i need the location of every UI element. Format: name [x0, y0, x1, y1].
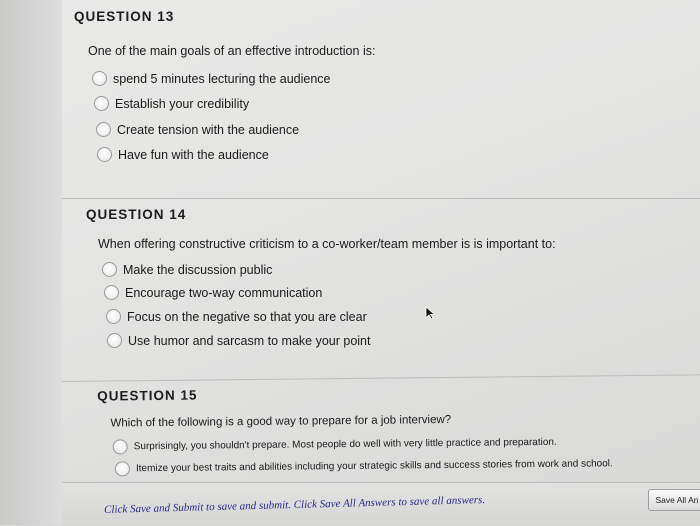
question-15-option-2[interactable] [115, 456, 613, 476]
question-15-text: Which of the following is a good way to prepare for a job interview? [110, 413, 452, 430]
option-label: Use humor and sarcasm to make your point [128, 333, 371, 348]
radio-button[interactable] [94, 96, 109, 111]
submit-footer [62, 482, 700, 526]
question-15-block [62, 374, 700, 484]
radio-button[interactable] [107, 333, 122, 348]
question-14-text: When offering constructive criticism to a co-worker/team member is is important to: [98, 237, 556, 251]
option-label: spend 5 minutes lecturing the audience [113, 71, 331, 86]
radio-button[interactable] [102, 262, 117, 277]
option-label: Encourage two-way communication [125, 285, 323, 300]
question-14-option-1[interactable] [102, 262, 272, 277]
question-13-option-1[interactable] [92, 71, 331, 86]
option-label: Surprisingly, you shouldn't prepare. Most people do well with very little practice and preparation. [133, 436, 557, 453]
question-15-title: QUESTION 15 [97, 387, 198, 404]
option-label: Create tension with the audience [117, 122, 300, 137]
radio-button[interactable] [104, 285, 119, 300]
radio-button[interactable] [97, 147, 112, 162]
question-14-option-4[interactable] [107, 333, 370, 348]
page-left-margin [0, 0, 62, 525]
mouse-pointer-icon [425, 306, 437, 325]
question-13-block [62, 0, 700, 200]
question-14-block [62, 198, 700, 383]
radio-button[interactable] [113, 439, 128, 454]
question-13-option-2[interactable] [94, 96, 249, 111]
save-all-answers-button[interactable]: Save All An [648, 489, 700, 511]
question-14-option-3[interactable] [106, 309, 367, 324]
question-13-title: QUESTION 13 [74, 9, 175, 24]
radio-button[interactable] [92, 71, 107, 86]
option-label: Focus on the negative so that you are clear [127, 309, 367, 324]
option-label: Itemize your best traits and abilities including your strategic skills and success stories from work and school. [135, 458, 613, 475]
radio-button[interactable] [115, 461, 130, 476]
question-14-option-2[interactable] [104, 285, 322, 300]
radio-button[interactable] [96, 122, 111, 137]
question-13-option-3[interactable] [96, 122, 299, 137]
save-instructions: Click Save and Submit to save and submit. Click Save All Answers to save all answers. [103, 494, 486, 516]
question-14-title: QUESTION 14 [86, 207, 187, 222]
radio-button[interactable] [106, 309, 121, 324]
question-13-text: One of the main goals of an effective introduction is: [88, 44, 376, 58]
question-13-option-4[interactable] [97, 147, 269, 162]
option-label: Establish your credibility [115, 96, 250, 111]
question-15-option-1[interactable] [113, 435, 557, 455]
option-label: Make the discussion public [123, 262, 273, 277]
option-label: Have fun with the audience [118, 147, 269, 162]
